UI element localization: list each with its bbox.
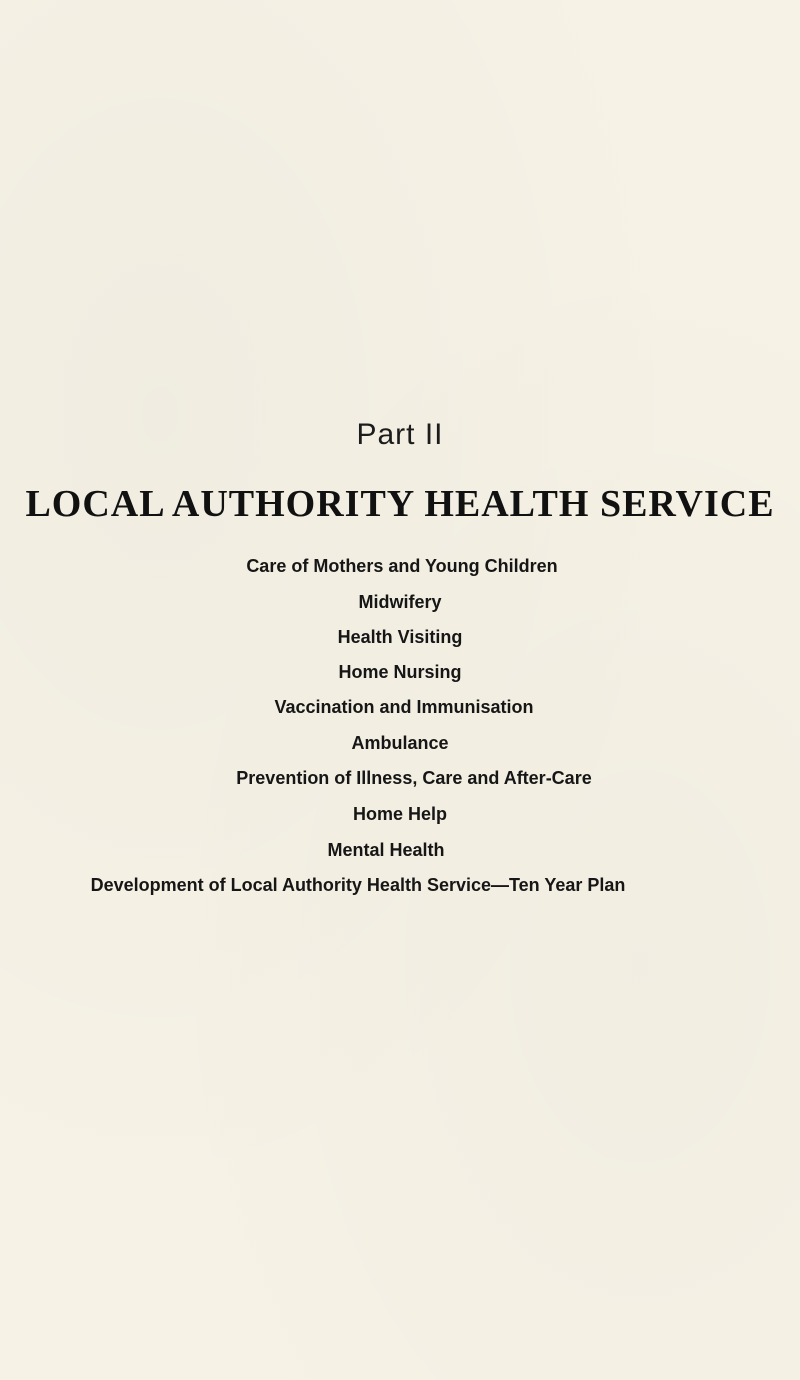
topic-item: Vaccination and Immunisation	[274, 697, 534, 717]
part-heading: Part II	[356, 418, 444, 451]
topic-item: Home Nursing	[338, 662, 462, 682]
topic-item: Prevention of Illness, Care and After-Care	[236, 768, 592, 788]
topic-item: Home Help	[352, 804, 448, 824]
topic-item: Care of Mothers and Young Children	[246, 556, 558, 576]
topic-item: Mental Health	[327, 840, 445, 860]
topic-item: Midwifery	[358, 592, 442, 612]
topic-item: Health Visiting	[337, 627, 463, 647]
page-title: LOCAL AUTHORITY HEALTH SERVICE	[25, 483, 775, 525]
topic-item: Ambulance	[351, 733, 449, 753]
topic-item: Development of Local Authority Health Service—Ten Year Plan	[90, 875, 626, 895]
